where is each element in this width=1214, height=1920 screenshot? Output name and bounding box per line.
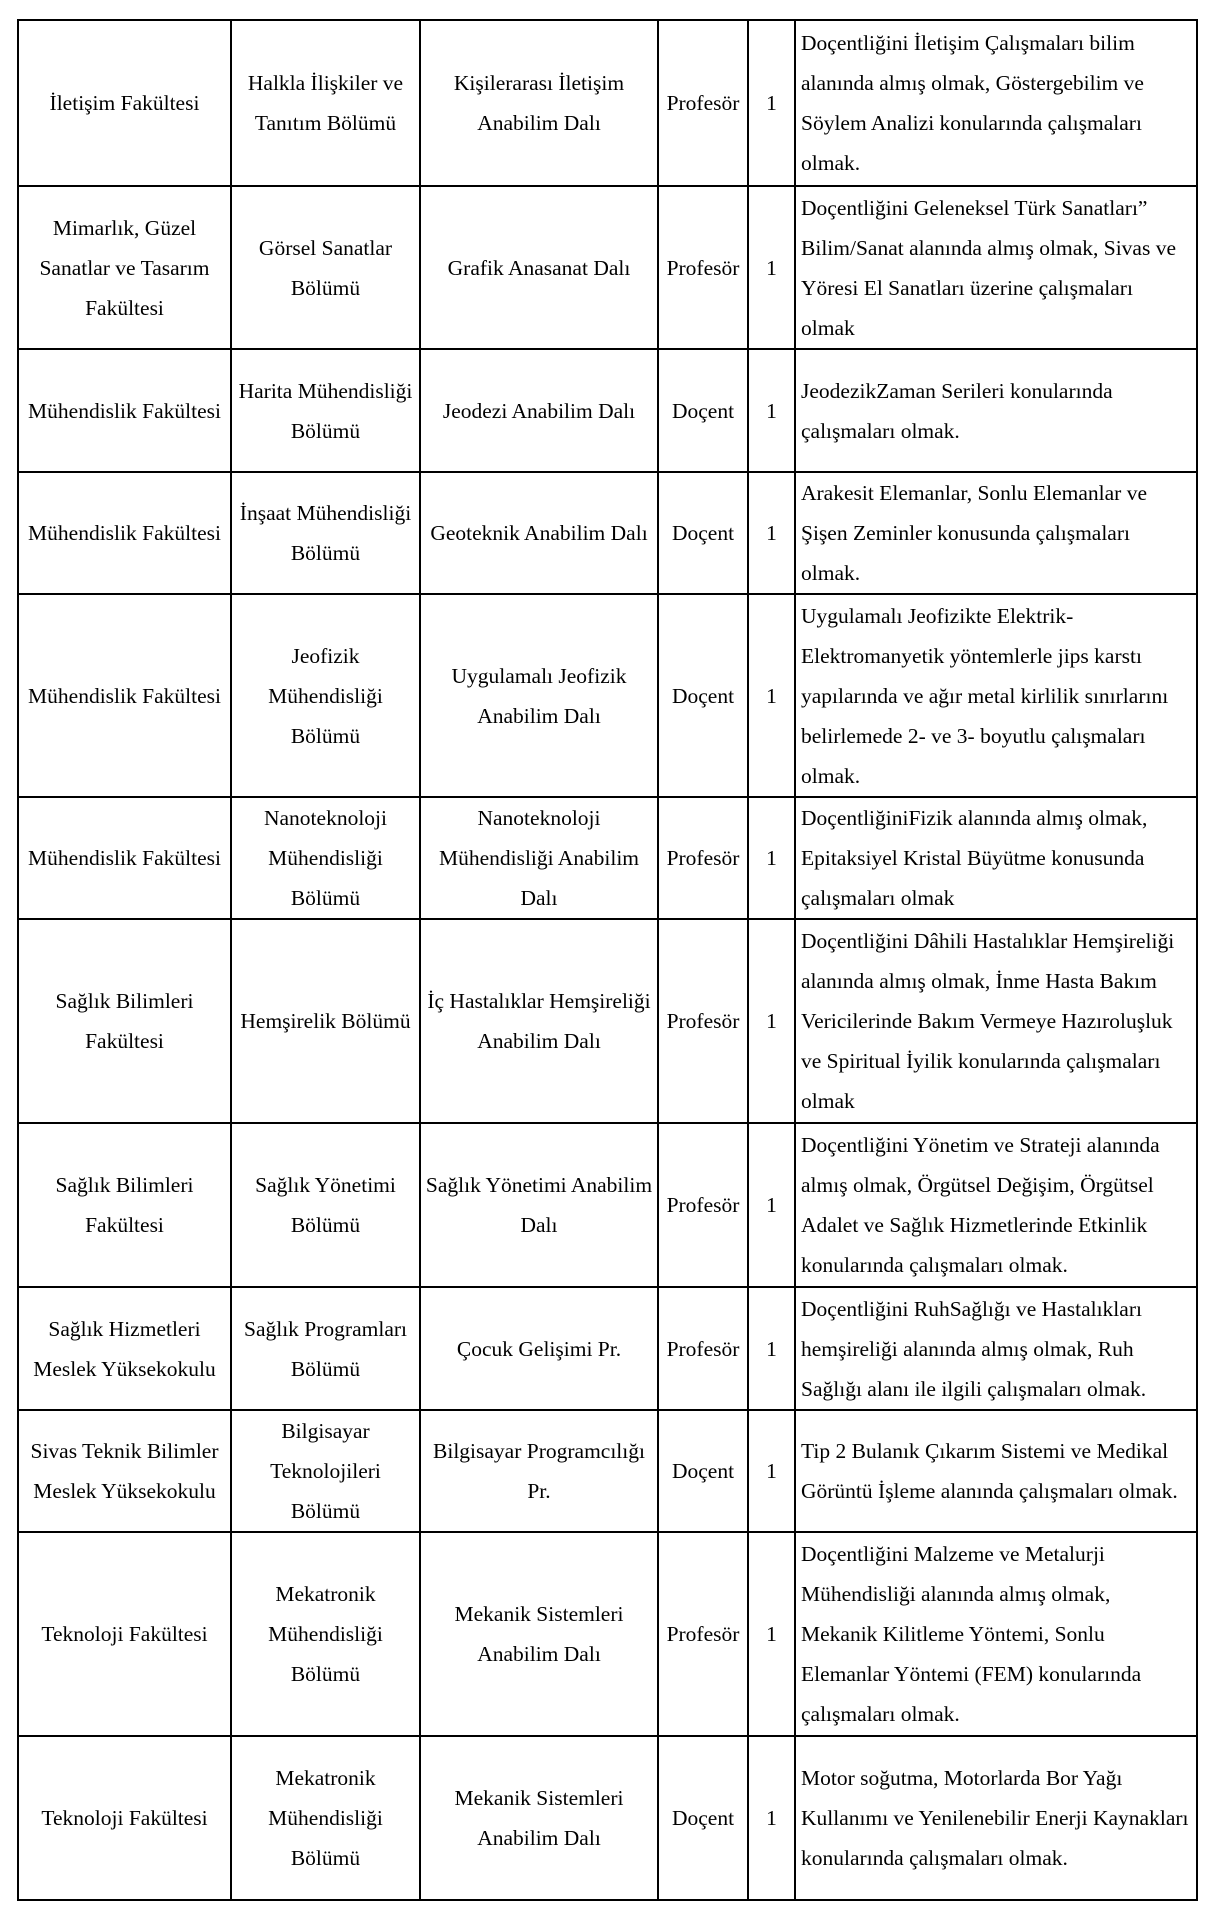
table-row	[18, 20, 1197, 186]
department-cell: Halkla İlişkiler ve Tanıtım Bölümü	[231, 20, 420, 186]
department-cell: Mekatronik Mühendisliği Bölümü	[231, 1532, 420, 1736]
faculty-cell: Teknoloji Fakültesi	[18, 1532, 231, 1736]
requirements-cell: JeodezikZaman Serileri konularında çalışmaları olmak.	[795, 349, 1197, 472]
requirements-cell: DoçentliğiniFizik alanında almış olmak, Epitaksiyel Kristal Büyütme konusunda çalışmaları olmak	[795, 797, 1197, 919]
department-cell: İnşaat Mühendisliği Bölümü	[231, 472, 420, 594]
position-count-cell: 1	[748, 349, 795, 472]
academic-title-cell: Doçent	[658, 472, 748, 594]
requirements-cell: Doçentliğini Malzeme ve Metalurji Mühendisliği alanında almış olmak, Mekanik Kilitleme Yöntemi, Sonlu Elemanlar Yöntemi (FEM) konularında çalışmaları olmak.	[795, 1532, 1197, 1736]
division-cell: Nanoteknoloji Mühendisliği Anabilim Dalı	[420, 797, 658, 919]
positions-table	[17, 19, 1198, 1901]
department-cell: Görsel Sanatlar Bölümü	[231, 186, 420, 349]
table-row	[18, 594, 1197, 797]
position-count-cell: 1	[748, 472, 795, 594]
faculty-cell: Teknoloji Fakültesi	[18, 1736, 231, 1900]
department-cell: Hemşirelik Bölümü	[231, 919, 420, 1123]
academic-title-cell: Doçent	[658, 594, 748, 797]
faculty-cell: Mühendislik Fakültesi	[18, 349, 231, 472]
position-count-cell: 1	[748, 1736, 795, 1900]
faculty-cell: Mühendislik Fakültesi	[18, 594, 231, 797]
faculty-cell: Sağlık Bilimleri Fakültesi	[18, 919, 231, 1123]
table-row	[18, 1410, 1197, 1532]
division-cell: Mekanik Sistemleri Anabilim Dalı	[420, 1736, 658, 1900]
faculty-cell: Mühendislik Fakültesi	[18, 797, 231, 919]
division-cell: Bilgisayar Programcılığı Pr.	[420, 1410, 658, 1532]
division-cell: İç Hastalıklar Hemşireliği Anabilim Dalı	[420, 919, 658, 1123]
position-count-cell: 1	[748, 797, 795, 919]
faculty-cell: Sağlık Bilimleri Fakültesi	[18, 1123, 231, 1287]
academic-title-cell: Doçent	[658, 1410, 748, 1532]
division-cell: Geoteknik Anabilim Dalı	[420, 472, 658, 594]
division-cell: Jeodezi Anabilim Dalı	[420, 349, 658, 472]
requirements-cell: Arakesit Elemanlar, Sonlu Elemanlar ve Şişen Zeminler konusunda çalışmaları olmak.	[795, 472, 1197, 594]
position-count-cell: 1	[748, 20, 795, 186]
table-row	[18, 797, 1197, 919]
department-cell: Jeofizik Mühendisliği Bölümü	[231, 594, 420, 797]
academic-title-cell: Profesör	[658, 1287, 748, 1410]
academic-title-cell: Profesör	[658, 1123, 748, 1287]
academic-title-cell: Profesör	[658, 797, 748, 919]
division-cell: Sağlık Yönetimi Anabilim Dalı	[420, 1123, 658, 1287]
division-cell: Mekanik Sistemleri Anabilim Dalı	[420, 1532, 658, 1736]
faculty-cell: Mühendislik Fakültesi	[18, 472, 231, 594]
faculty-cell: Sağlık Hizmetleri Meslek Yüksekokulu	[18, 1287, 231, 1410]
requirements-cell: Doçentliğini Dâhili Hastalıklar Hemşireliği alanında almış olmak, İnme Hasta Bakım Vericilerinde Bakım Vermeye Hazıroluşluk ve Spiritual İyilik konularında çalışmaları olmak	[795, 919, 1197, 1123]
position-count-cell: 1	[748, 1123, 795, 1287]
position-count-cell: 1	[748, 594, 795, 797]
department-cell: Bilgisayar Teknolojileri Bölümü	[231, 1410, 420, 1532]
faculty-cell: İletişim Fakültesi	[18, 20, 231, 186]
academic-title-cell: Doçent	[658, 1736, 748, 1900]
position-count-cell: 1	[748, 1532, 795, 1736]
requirements-cell: Uygulamalı Jeofizikte Elektrik-Elektromanyetik yöntemlerle jips karstı yapılarında ve ağır metal kirlilik sınırlarını belirlemede 2- ve 3- boyutlu çalışmaları olmak.	[795, 594, 1197, 797]
department-cell: Nanoteknoloji Mühendisliği Bölümü	[231, 797, 420, 919]
department-cell: Sağlık Programları Bölümü	[231, 1287, 420, 1410]
table-row	[18, 919, 1197, 1123]
table-row	[18, 1123, 1197, 1287]
position-count-cell: 1	[748, 1410, 795, 1532]
requirements-cell: Doçentliğini Geleneksel Türk Sanatları” Bilim/Sanat alanında almış olmak, Sivas ve Yöresi El Sanatları üzerine çalışmaları olmak	[795, 186, 1197, 349]
division-cell: Kişilerarası İletişim Anabilim Dalı	[420, 20, 658, 186]
department-cell: Mekatronik Mühendisliği Bölümü	[231, 1736, 420, 1900]
position-count-cell: 1	[748, 919, 795, 1123]
division-cell: Uygulamalı Jeofizik Anabilim Dalı	[420, 594, 658, 797]
academic-title-cell: Profesör	[658, 186, 748, 349]
table-row	[18, 1532, 1197, 1736]
table-row	[18, 1287, 1197, 1410]
division-cell: Çocuk Gelişimi Pr.	[420, 1287, 658, 1410]
requirements-cell: Motor soğutma, Motorlarda Bor Yağı Kullanımı ve Yenilenebilir Enerji Kaynakları konularında çalışmaları olmak.	[795, 1736, 1197, 1900]
academic-title-cell: Doçent	[658, 349, 748, 472]
table-row	[18, 1736, 1197, 1900]
academic-title-cell: Profesör	[658, 1532, 748, 1736]
requirements-cell: Doçentliğini İletişim Çalışmaları bilim alanında almış olmak, Göstergebilim ve Söylem Analizi konularında çalışmaları olmak.	[795, 20, 1197, 186]
requirements-cell: Tip 2 Bulanık Çıkarım Sistemi ve Medikal Görüntü İşleme alanında çalışmaları olmak.	[795, 1410, 1197, 1532]
department-cell: Sağlık Yönetimi Bölümü	[231, 1123, 420, 1287]
requirements-cell: Doçentliğini RuhSağlığı ve Hastalıkları hemşireliği alanında almış olmak, Ruh Sağlığı alanı ile ilgili çalışmaları olmak.	[795, 1287, 1197, 1410]
academic-title-cell: Profesör	[658, 20, 748, 186]
division-cell: Grafik Anasanat Dalı	[420, 186, 658, 349]
faculty-cell: Sivas Teknik Bilimler Meslek Yüksekokulu	[18, 1410, 231, 1532]
requirements-cell: Doçentliğini Yönetim ve Strateji alanında almış olmak, Örgütsel Değişim, Örgütsel Adalet ve Sağlık Hizmetlerinde Etkinlik konularında çalışmaları olmak.	[795, 1123, 1197, 1287]
position-count-cell: 1	[748, 1287, 795, 1410]
table-row	[18, 186, 1197, 349]
table-row	[18, 472, 1197, 594]
table-row	[18, 349, 1197, 472]
position-count-cell: 1	[748, 186, 795, 349]
academic-title-cell: Profesör	[658, 919, 748, 1123]
faculty-cell: Mimarlık, Güzel Sanatlar ve Tasarım Fakültesi	[18, 186, 231, 349]
department-cell: Harita Mühendisliği Bölümü	[231, 349, 420, 472]
